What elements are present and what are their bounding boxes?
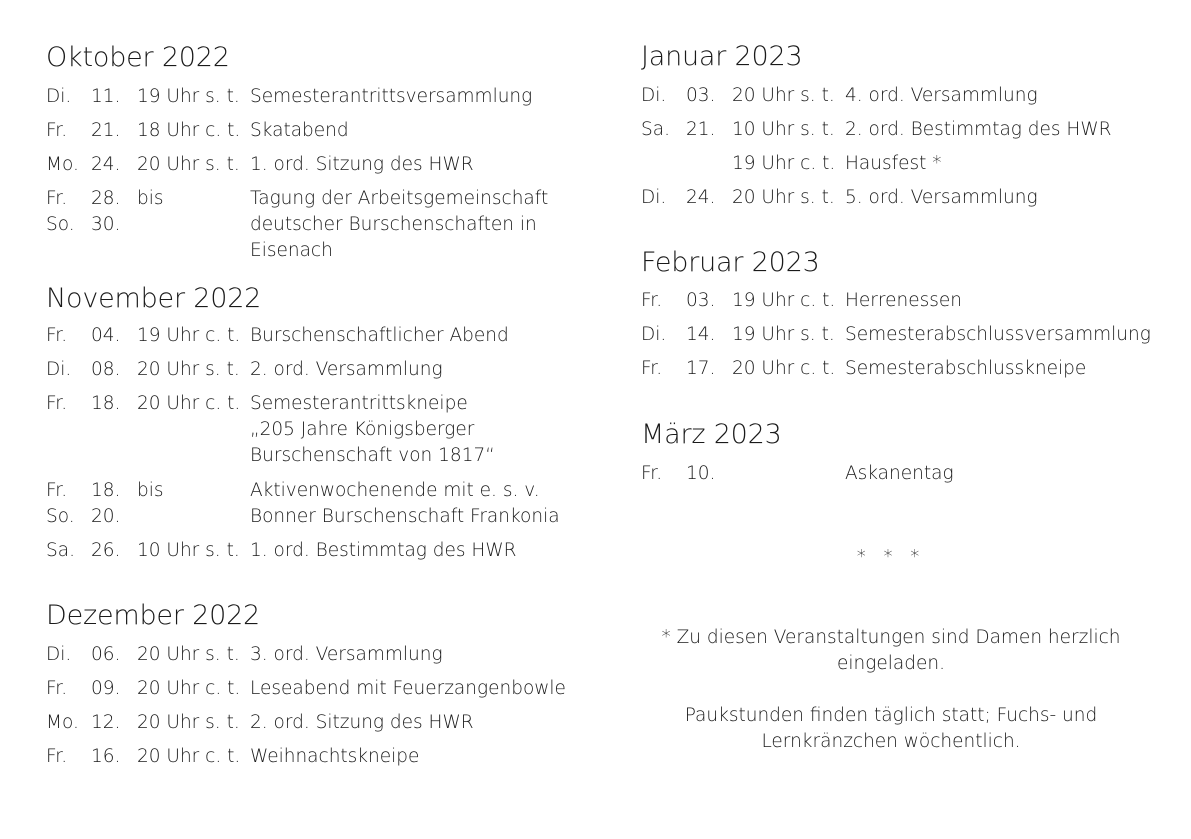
event-title: 2. ord. Bestimmtag des HWR — [845, 119, 1112, 140]
training-info-line2: Lernkränzchen wöchentlich. — [761, 731, 1021, 752]
event-title-line2: „205 Jahre Königsberger — [250, 419, 475, 440]
event-title: 4. ord. Versammlung — [845, 85, 1038, 106]
event-title: Tagung der Arbeitsgemeinschaft — [250, 188, 549, 209]
day: 03. — [686, 290, 716, 311]
weekday: Fr. — [641, 463, 663, 484]
event-title: Semesterantrittskneipe — [250, 393, 468, 414]
weekday: Di. — [46, 359, 72, 380]
day: 28. — [91, 188, 121, 209]
month-heading-november: November 2022 — [46, 283, 262, 314]
time: 19 Uhr s. t. — [137, 86, 240, 107]
day: 18. — [91, 393, 121, 414]
event-title: 3. ord. Versammlung — [250, 644, 443, 665]
day: 17. — [686, 358, 716, 379]
event-title: Semesterantrittsversammlung — [250, 86, 533, 107]
time: 19 Uhr c. t. — [137, 325, 241, 346]
event-title-line3: Burschenschaft von 1817“ — [250, 445, 495, 466]
time: 20 Uhr s. t. — [732, 85, 835, 106]
event-title: 1. ord. Sitzung des HWR — [250, 154, 474, 175]
time: 19 Uhr c. t. — [732, 290, 836, 311]
day: 12. — [91, 712, 121, 733]
weekday: Fr. — [46, 746, 68, 767]
ladies-note-line2: eingeladen. — [837, 653, 945, 674]
event-title: Aktivenwochenende mit e. s. v. — [250, 480, 540, 501]
weekday: Di. — [46, 644, 72, 665]
time: 10 Uhr s. t. — [732, 119, 835, 140]
weekday: Mo. — [46, 712, 79, 733]
training-info — [641, 703, 1141, 755]
weekday: Fr. — [46, 678, 68, 699]
time: bis — [137, 480, 164, 501]
event-title-line2: Bonner Burschenschaft Frankonia — [250, 506, 560, 527]
month-heading-february: Februar 2023 — [641, 247, 820, 278]
day-end: 20. — [91, 506, 121, 527]
day: 24. — [686, 187, 716, 208]
ladies-note — [641, 625, 1141, 677]
day: 21. — [686, 119, 716, 140]
time: 20 Uhr c. t. — [137, 678, 241, 699]
time: 20 Uhr c. t. — [137, 393, 241, 414]
event-title: Semesterabschlusskneipe — [845, 358, 1087, 379]
day: 14. — [686, 324, 716, 345]
weekday: Fr. — [46, 480, 68, 501]
event-title: 1. ord. Bestimmtag des HWR — [250, 540, 517, 561]
time: 19 Uhr c. t. — [732, 153, 836, 174]
weekday: Fr. — [46, 120, 68, 141]
event-title: Herrenessen — [845, 290, 962, 311]
time: 20 Uhr c. t. — [137, 746, 241, 767]
time: 18 Uhr c. t. — [137, 120, 241, 141]
event-title-line3: Eisenach — [250, 240, 333, 261]
day: 16. — [91, 746, 121, 767]
weekday: Fr. — [46, 325, 68, 346]
weekday: Di. — [641, 187, 667, 208]
event-title: Leseabend mit Feuerzangenbowle — [250, 678, 566, 699]
event-title: Hausfest * — [845, 153, 942, 174]
day: 26. — [91, 540, 121, 561]
weekday: Fr. — [46, 188, 68, 209]
month-heading-march: März 2023 — [641, 419, 782, 450]
day: 11. — [91, 86, 121, 107]
weekday-end: So. — [46, 214, 75, 235]
day: 04. — [91, 325, 121, 346]
day-end: 30. — [91, 214, 121, 235]
month-heading-january: Januar 2023 — [641, 41, 803, 72]
weekday: Sa. — [46, 540, 75, 561]
event-title: Skatabend — [250, 120, 349, 141]
event-title: 2. ord. Versammlung — [250, 359, 443, 380]
section-separator: * * * — [856, 546, 926, 567]
time: 20 Uhr s. t. — [137, 154, 240, 175]
month-heading-december: Dezember 2022 — [46, 600, 261, 631]
day: 03. — [686, 85, 716, 106]
time: 20 Uhr s. t. — [732, 187, 835, 208]
event-title: Semesterabschlussversammlung — [845, 324, 1151, 345]
event-title: 2. ord. Sitzung des HWR — [250, 712, 474, 733]
day: 06. — [91, 644, 121, 665]
event-title: 5. ord. Versammlung — [845, 187, 1038, 208]
event-title: Weihnachtskneipe — [250, 746, 420, 767]
day: 21. — [91, 120, 121, 141]
event-title: Burschenschaftlicher Abend — [250, 325, 509, 346]
event-title-line2: deutscher Burschenschaften in — [250, 214, 537, 235]
weekday: Mo. — [46, 154, 79, 175]
weekday: Di. — [46, 86, 72, 107]
time: 20 Uhr s. t. — [137, 712, 240, 733]
weekday: Sa. — [641, 119, 670, 140]
ladies-note-line1: * Zu diesen Veranstaltungen sind Damen herzlich — [661, 627, 1121, 648]
weekday: Fr. — [641, 358, 663, 379]
time: 20 Uhr s. t. — [137, 359, 240, 380]
event-title: Askanentag — [845, 463, 954, 484]
time: 19 Uhr s. t. — [732, 324, 835, 345]
time: 20 Uhr c. t. — [732, 358, 836, 379]
weekday: Di. — [641, 85, 667, 106]
day: 09. — [91, 678, 121, 699]
time: 20 Uhr s. t. — [137, 644, 240, 665]
day: 10. — [686, 463, 716, 484]
weekday-end: So. — [46, 506, 75, 527]
training-info-line1: Paukstunden finden täglich statt; Fuchs- und — [684, 705, 1098, 726]
day: 08. — [91, 359, 121, 380]
time: 10 Uhr s. t. — [137, 540, 240, 561]
day: 24. — [91, 154, 121, 175]
month-heading-october: Oktober 2022 — [46, 42, 230, 73]
weekday: Di. — [641, 324, 667, 345]
weekday: Fr. — [641, 290, 663, 311]
weekday: Fr. — [46, 393, 68, 414]
time: bis — [137, 188, 164, 209]
day: 18. — [91, 480, 121, 501]
